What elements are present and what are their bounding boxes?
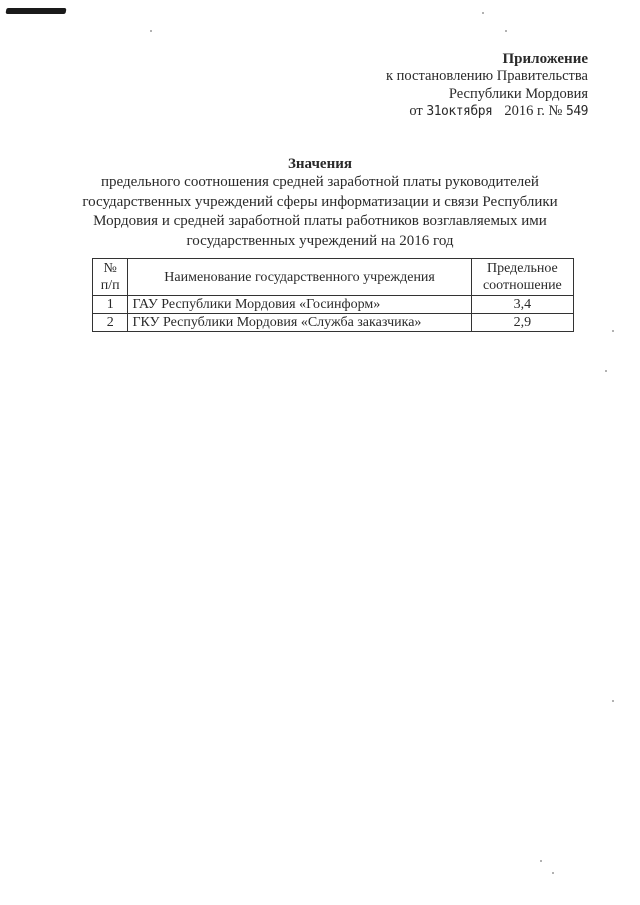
subtitle-line: государственных учреждений на 2016 год: [186, 232, 454, 249]
table-header-row: [93, 259, 574, 296]
values-table: [92, 258, 574, 332]
scan-speckle: [612, 700, 614, 702]
document-heading: Значения: [288, 156, 352, 172]
scan-speckle: [482, 12, 484, 14]
scan-speckle: [540, 860, 542, 862]
date-handwritten: 31октября: [426, 104, 493, 119]
row-name: ГАУ Республики Мордовия «Госинформ»: [128, 296, 471, 314]
scan-speckle: [552, 872, 554, 874]
resolution-line: к постановлению Правительства: [386, 68, 588, 84]
scan-speckle: [150, 30, 152, 32]
header-ratio: Предельное соотношение: [471, 259, 573, 296]
date-year: 2016 г. №: [504, 103, 563, 119]
scan-speckle: [505, 30, 507, 32]
row-ratio: 3,4: [471, 296, 573, 314]
row-name: ГКУ Республики Мордовия «Служба заказчика»: [128, 314, 471, 332]
subtitle-line: предельного соотношения средней заработной платы руководителей: [101, 174, 539, 190]
appendix-title: Приложение: [502, 51, 588, 67]
subtitle-line: государственных учреждений сферы информатизации и связи Республики: [82, 193, 558, 210]
republic-line: Республики Мордовия: [448, 85, 588, 102]
row-num: 1: [93, 296, 128, 314]
subtitle-line: Мордовия и средней заработной платы работников возглавляемых ими: [93, 213, 547, 229]
row-ratio: 2,9: [471, 314, 573, 332]
row-num: 2: [93, 314, 128, 332]
scan-mark: [5, 8, 66, 14]
date-line: [328, 103, 588, 121]
date-prefix: от: [409, 103, 423, 119]
table-row: [93, 314, 574, 332]
scan-speckle: [612, 330, 614, 332]
scan-speckle: [605, 370, 607, 372]
table-row: [93, 296, 574, 314]
document-title: [0, 155, 640, 251]
header-name: Наименование государственного учреждения: [128, 259, 471, 296]
resolution-number: 549: [566, 104, 588, 119]
header-num: № п/п: [93, 259, 128, 296]
appendix-block: [328, 50, 588, 121]
